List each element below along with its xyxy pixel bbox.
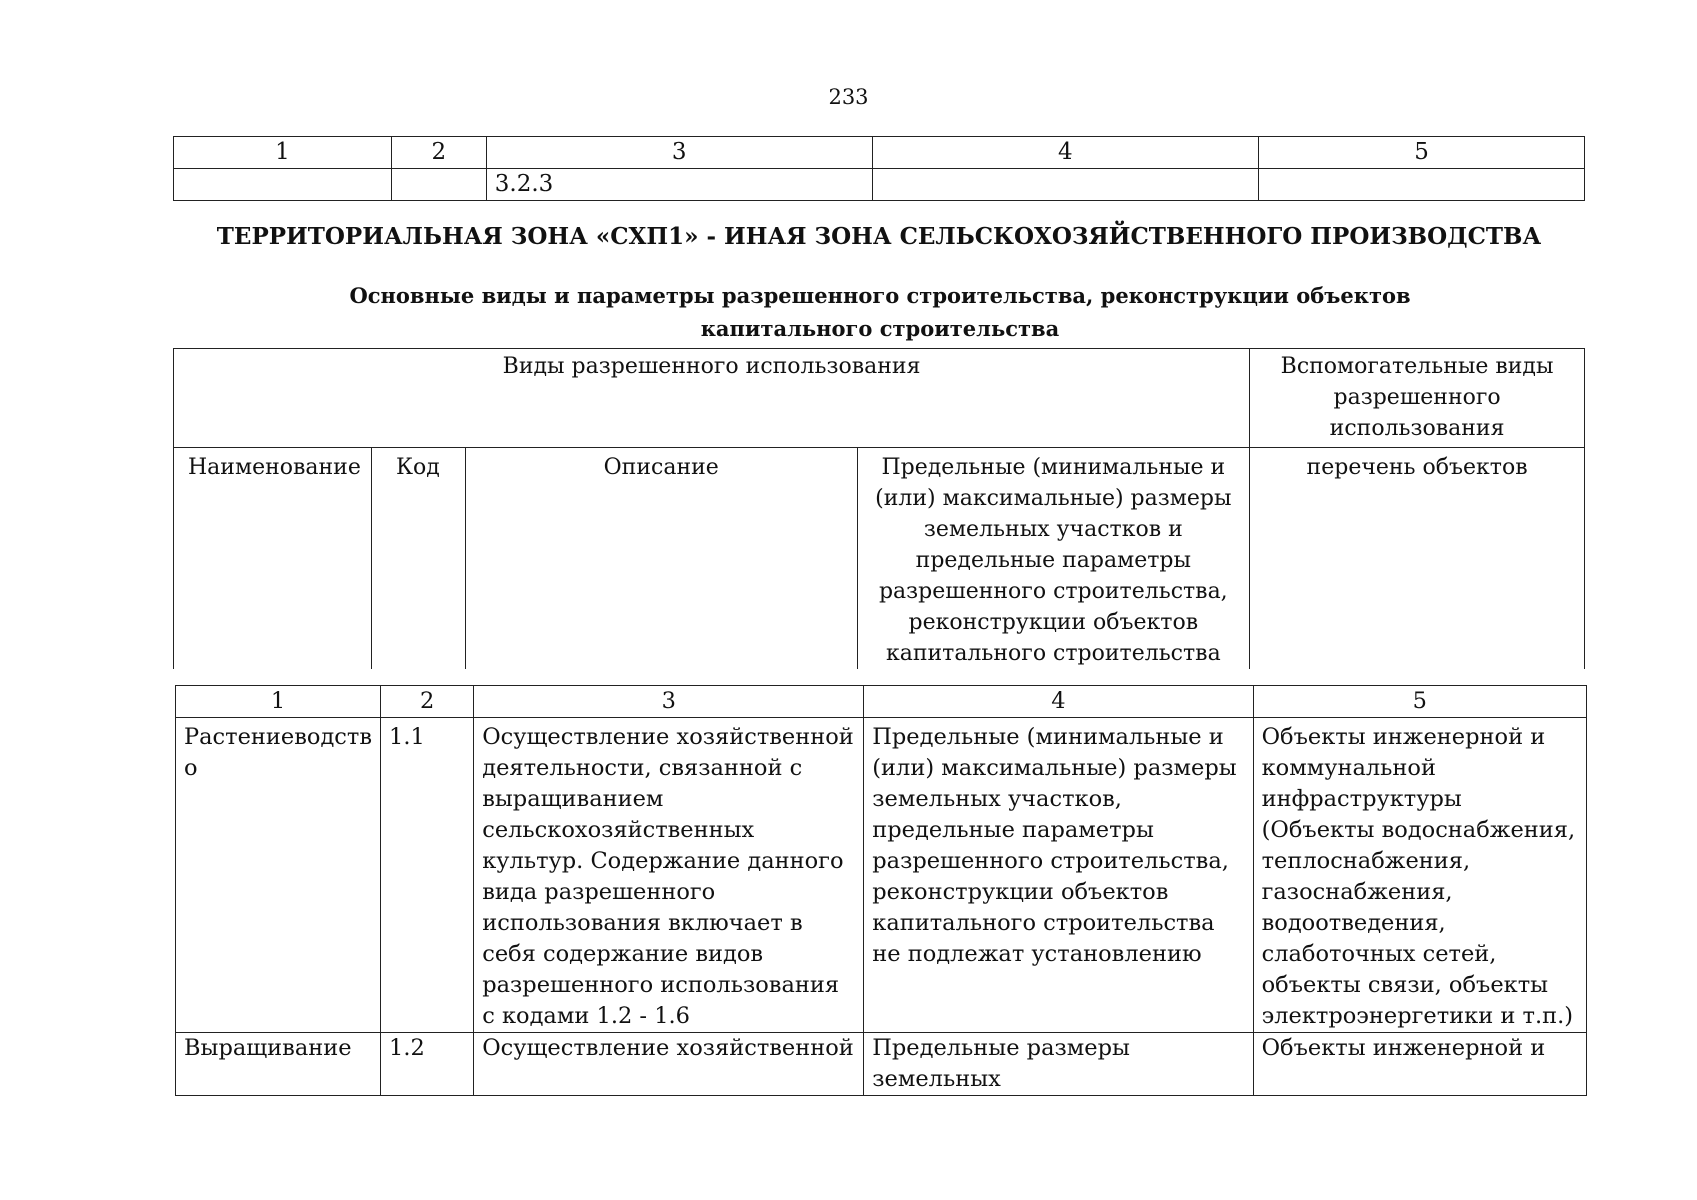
table-cell	[872, 169, 1259, 201]
column-header-aux-list: перечень объектов	[1250, 448, 1585, 670]
zone-title: ТЕРРИТОРИАЛЬНАЯ ЗОНА «СХП1» - ИНАЯ ЗОНА СЕЛЬСКОХОЗЯЙСТВЕННОГО ПРОИЗВОДСТВА	[216, 223, 1542, 250]
column-number: 4	[864, 686, 1253, 718]
usage-name: Растениеводств о	[176, 718, 381, 1033]
usage-description: Осуществление хозяйственной деятельности, связанной с выращиванием сельскохозяйственных культур. Содержание данного вида разрешенного использования включает в себя содержание видов разрешенного использования с кодами 1.2 - 1.6	[474, 718, 864, 1033]
column-header-limits: Предельные (минимальные и (или) максимальные) размеры земельных участков и предельные параметры разрешенного строительства, реконструкции объектов капитального строительства	[857, 448, 1250, 670]
column-number: 5	[1253, 686, 1586, 718]
column-number: 2	[381, 686, 474, 718]
table-cell	[174, 169, 392, 201]
usage-code: 1.2	[381, 1033, 474, 1096]
usage-description: Осуществление хозяйственной	[474, 1033, 864, 1096]
table-row	[176, 1033, 1587, 1096]
column-number: 2	[391, 137, 486, 169]
continuation-table	[173, 136, 1585, 201]
table-cell	[391, 169, 486, 201]
usage-aux: Объекты инженерной и	[1253, 1033, 1586, 1096]
table-header-row	[176, 686, 1587, 718]
usage-body-table	[175, 685, 1587, 1096]
column-number: 1	[174, 137, 392, 169]
table-group-header-row	[174, 349, 1585, 448]
table-cell	[1259, 169, 1585, 201]
column-header-code: Код	[371, 448, 465, 670]
usage-name: Выращивание	[176, 1033, 381, 1096]
table-cell: 3.2.3	[486, 169, 872, 201]
page-number: 233	[828, 85, 869, 109]
table-column-header-row	[174, 448, 1585, 670]
column-number: 3	[474, 686, 864, 718]
usage-aux: Объекты инженерной и коммунальной инфраструктуры (Объекты водоснабжения, теплоснабжения, газоснабжения, водоотведения, слаботочных сетей, объекты связи, объекты электроэнергетики и т.п.)	[1253, 718, 1586, 1033]
column-number: 1	[176, 686, 381, 718]
table-header-row	[174, 137, 1585, 169]
table-row	[176, 718, 1587, 1033]
usage-header-table	[173, 348, 1585, 669]
section-subtitle: Основные виды и параметры разрешенного строительства, реконструкции объектов капитального строительства	[349, 283, 1411, 341]
usage-limits: Предельные размеры земельных	[864, 1033, 1253, 1096]
column-number: 5	[1259, 137, 1585, 169]
column-header-name: Наименование	[174, 448, 372, 670]
column-number: 3	[486, 137, 872, 169]
usage-code: 1.1	[381, 718, 474, 1033]
table-row	[174, 169, 1585, 201]
column-number: 4	[872, 137, 1259, 169]
group-aux-header: Вспомогательные виды разрешенного использования	[1250, 349, 1585, 448]
column-header-description: Описание	[465, 448, 857, 670]
group-main-header: Виды разрешенного использования	[174, 349, 1250, 448]
usage-limits: Предельные (минимальные и (или) максимальные) размеры земельных участков, предельные параметры разрешенного строительства, реконструкции объектов капитального строительства не подлежат установлению	[864, 718, 1253, 1033]
